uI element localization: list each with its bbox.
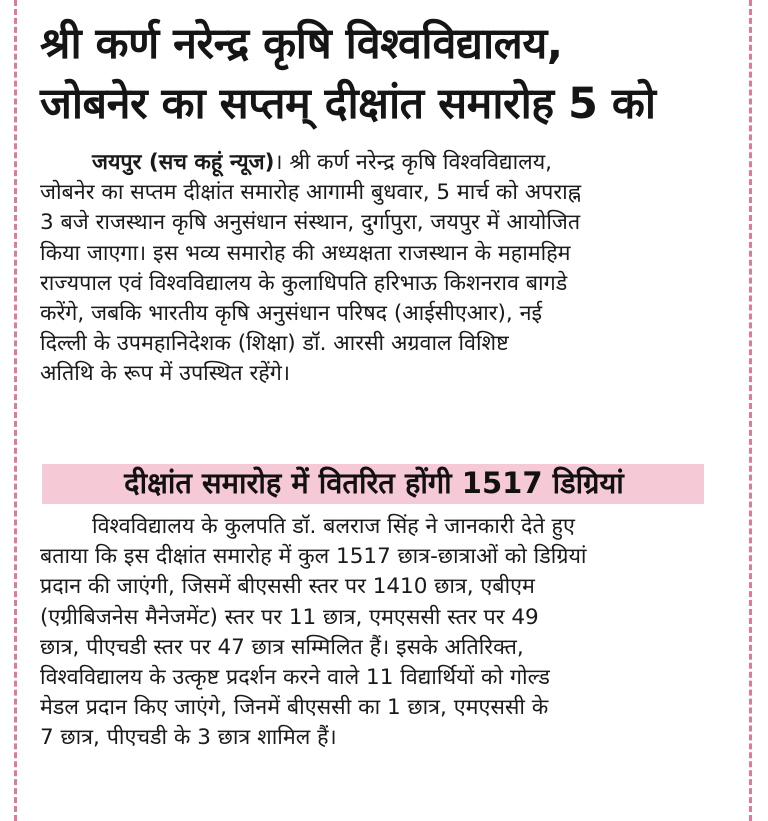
intro-paragraph — [40, 148, 742, 390]
degrees-line: बताया कि इस दीक्षांत समारोह में कुल 1517 छात्र-छात्राओं को डिग्रियां — [40, 544, 587, 570]
intro-line: 3 बजे राजस्थान कृषि अनुसंधान संस्थान, दुर्गापुरा, जयपुर में आयोजित — [40, 210, 581, 236]
intro-line: जोबनेर का सप्तम दीक्षांत समारोह आगामी बुधवार, 5 मार्च को अपराह्न — [40, 180, 582, 206]
intro-line: राज्यपाल एवं विश्वविद्यालय के कुलाधिपति हरिभाऊ किशनराव बागडे — [40, 270, 568, 296]
degrees-line: विश्वविद्यालय के उत्कृष्ट प्रदर्शन करने वाले 11 विद्यार्थियों को गोल्ड — [40, 665, 550, 691]
degrees-line: विश्वविद्यालय के कुलपति डॉ. बलराज सिंह ने जानकारी देते हुए — [92, 514, 575, 539]
degrees-line: (एग्रीबिजनेस मैनेजमेंट) स्तर पर 11 छात्र, एमएससी स्तर पर 49 — [40, 604, 539, 630]
left-dashed-border — [14, 0, 17, 821]
subheading: दीक्षांत समारोह में वितरित होंगी 1517 डिग्रियां — [124, 466, 624, 500]
headline-line-1: श्री कर्ण नरेन्द्र कृषि विश्वविद्यालय, — [40, 19, 563, 69]
intro-line: अतिथि के रूप में उपस्थित रहेंगे। — [40, 361, 290, 387]
degrees-line: छात्र, पीएचडी स्तर पर 47 छात्र सम्मिलित हैं। इसके अतिरिक्त, — [40, 634, 524, 660]
intro-line: किया जाएगा। इस भव्य समारोह की अध्यक्षता राजस्थान के महामहिम — [40, 240, 571, 266]
headline-line-2: जोबनेर का सप्तम् दीक्षांत समारोह 5 को — [40, 79, 656, 129]
dateline: जयपुर (सच कहूं न्यूज) — [92, 150, 275, 175]
intro-line-1 — [40, 148, 742, 178]
intro-line: करेंगे, जबकि भारतीय कृषि अनुसंधान परिषद (आईसीएआर), नई — [40, 301, 543, 327]
degrees-line: मेडल प्रदान किए जाएंगे, जिनमें बीएससी का 1 छात्र, एमएससी के — [40, 695, 549, 721]
intro-line: दिल्ली के उपमहानिदेशक (शिक्षा) डॉ. आरसी अग्रवाल विशिष्ट — [40, 331, 509, 357]
degrees-line: 7 छात्र, पीएचडी के 3 छात्र शामिल हैं। — [40, 725, 337, 751]
right-dashed-border — [749, 0, 752, 821]
degrees-line: प्रदान की जाएंगी, जिसमें बीएससी स्तर पर 1410 छात्र, एबीएम — [40, 574, 535, 600]
headline — [40, 14, 740, 134]
degrees-paragraph — [40, 512, 742, 754]
intro-line-1-text: । श्री कर्ण नरेन्द्र कृषि विश्वविद्यालय, — [274, 150, 553, 175]
